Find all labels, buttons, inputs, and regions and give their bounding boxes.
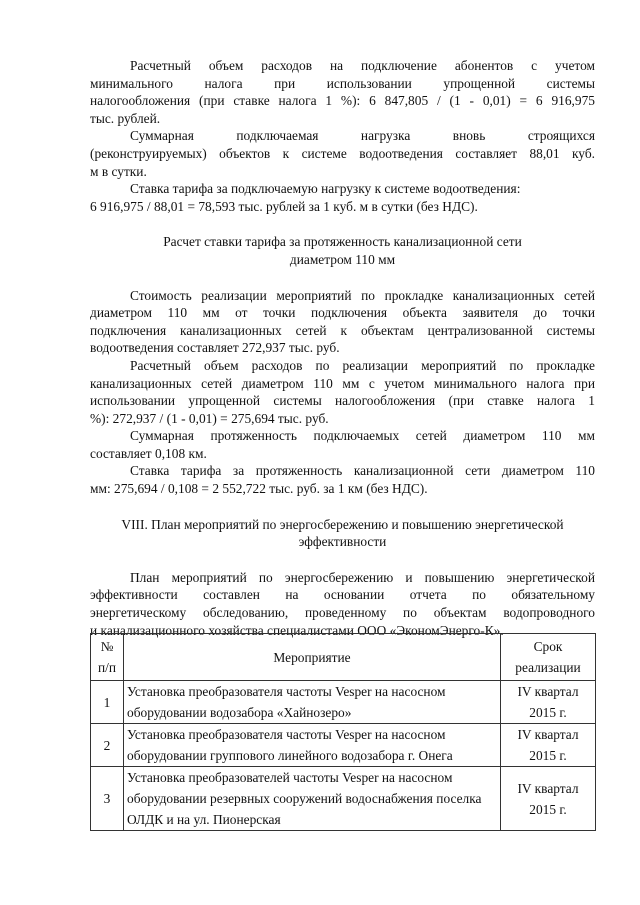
table-row xyxy=(91,681,596,724)
paragraph-pipe-costs-tax xyxy=(90,357,595,375)
section-heading-viii xyxy=(90,516,595,551)
row-term: IV квартал 2015 г. xyxy=(501,724,596,767)
document-page xyxy=(90,57,595,639)
paragraph-pipe-cost-end xyxy=(90,339,595,357)
text-line: Стоимость реализации мероприятий по прокладке канализационных сетей xyxy=(130,287,595,303)
heading-line: диаметром 110 мм xyxy=(289,251,396,267)
text-line: минимального налога при использовании упрощенной системы xyxy=(90,75,595,91)
row-activity: Установка преобразователей частоты Vesper на насосном оборудовании резервных сооружений водоснабжения поселка ОЛДК и на ул. Пионерская xyxy=(124,767,501,831)
paragraph-connection-costs-cont xyxy=(90,75,595,93)
text-line: канализационных сетей диаметром 110 мм с учетом минимального налога при xyxy=(90,375,595,391)
text-line: эффективности составлен на основании отчета по обязательному xyxy=(90,587,595,603)
header-activity: Мероприятие xyxy=(124,634,501,681)
table-header-row xyxy=(91,634,596,681)
row-activity: Установка преобразователя частоты Vesper на насосном оборудовании водозабора «Хайнозеро» xyxy=(124,681,501,724)
text-line: диаметром 110 мм от точки подключения объекта заявителя до точки xyxy=(90,305,595,321)
heading-line: VIII. План мероприятий по энергосбережению и повышению энергетической xyxy=(121,516,564,532)
paragraph-total-load-end xyxy=(90,163,595,181)
header-term: Срок реализации xyxy=(501,634,596,681)
heading-line: Расчет ставки тарифа за протяженность канализационной сети xyxy=(163,234,522,250)
energy-plan-table xyxy=(90,633,596,831)
text-line: использовании упрощенной системы налогообложения (при ставке налога 1 xyxy=(90,393,595,409)
text-line: подключения канализационных сетей к объектам централизованной системы xyxy=(90,322,595,338)
text-line: Расчетный объем расходов по реализации мероприятий по прокладке xyxy=(130,357,595,373)
paragraph-pipe-cost xyxy=(90,287,595,305)
text-line: План мероприятий по энергосбережению и повышению энергетической xyxy=(130,569,595,585)
paragraph-pipe-length xyxy=(90,427,595,445)
row-activity: Установка преобразователя частоты Vesper на насосном оборудовании группового линейного водозабора г. Онега xyxy=(124,724,501,767)
paragraph-pipe-rate-end xyxy=(90,480,595,498)
paragraph-load-rate-end xyxy=(90,198,595,216)
paragraph-plan-intro xyxy=(90,569,595,587)
paragraph-connection-costs-cont xyxy=(90,92,595,110)
paragraph-total-load xyxy=(90,127,595,145)
text-line: %): 272,937 / (1 - 0,01) = 275,694 тыс. руб. xyxy=(90,410,329,426)
heading-line: эффективности xyxy=(298,534,387,550)
row-term: IV квартал 2015 г. xyxy=(501,681,596,724)
text-line: 6 916,975 / 88,01 = 78,593 тыс. рублей за 1 куб. м в сутки (без НДС). xyxy=(90,198,478,214)
text-line: и канализационного хозяйства специалистами ООО «ЭкономЭнерго-К». xyxy=(90,622,504,638)
paragraph-pipe-costs-tax-cont xyxy=(90,392,595,410)
section-heading-pipe-rate xyxy=(90,233,595,268)
paragraph-pipe-cost-cont xyxy=(90,304,595,322)
row-num: 3 xyxy=(91,767,124,831)
paragraph-pipe-cost-cont xyxy=(90,322,595,340)
text-line: м в сутки. xyxy=(90,163,147,179)
paragraph-plan-intro-cont xyxy=(90,586,595,604)
text-line: Ставка тарифа за подключаемую нагрузку к системе водоотведения: xyxy=(130,181,521,197)
text-line: (реконструируемых) объектов к системе водоотведения составляет 88,01 куб. xyxy=(90,145,595,161)
text-line: Суммарная подключаемая нагрузка вновь строящихся xyxy=(130,128,595,144)
header-num: № п/п xyxy=(91,634,124,681)
text-line: составляет 0,108 км. xyxy=(90,445,207,461)
paragraph-total-load-cont xyxy=(90,145,595,163)
row-num: 2 xyxy=(91,724,124,767)
text-line: Ставка тарифа за протяженность канализационной сети диаметром 110 xyxy=(130,463,595,479)
row-num: 1 xyxy=(91,681,124,724)
text-line: водоотведения составляет 272,937 тыс. руб. xyxy=(90,340,340,356)
paragraph-pipe-costs-tax-cont xyxy=(90,375,595,393)
text-line: энергетическому обследованию, проведенному по объектам водопроводного xyxy=(90,605,595,621)
text-line: тыс. рублей. xyxy=(90,110,161,126)
paragraph-load-rate xyxy=(90,180,595,198)
paragraph-connection-costs-end xyxy=(90,110,595,128)
text-line: налогообложения (при ставке налога 1 %): 6 847,805 / (1 - 0,01) = 6 916,975 xyxy=(90,93,595,109)
paragraph-pipe-costs-tax-end xyxy=(90,410,595,428)
table-row xyxy=(91,767,596,831)
paragraph-pipe-rate xyxy=(90,462,595,480)
text-line: Расчетный объем расходов на подключение абонентов с учетом xyxy=(130,58,595,73)
text-line: Суммарная протяженность подключаемых сетей диаметром 110 мм xyxy=(130,428,595,444)
paragraph-plan-intro-cont xyxy=(90,604,595,622)
text-line: мм: 275,694 / 0,108 = 2 552,722 тыс. руб. за 1 км (без НДС). xyxy=(90,481,428,497)
paragraph-pipe-length-end xyxy=(90,445,595,463)
row-term: IV квартал 2015 г. xyxy=(501,767,596,831)
table-row xyxy=(91,724,596,767)
paragraph-connection-costs xyxy=(90,57,595,75)
